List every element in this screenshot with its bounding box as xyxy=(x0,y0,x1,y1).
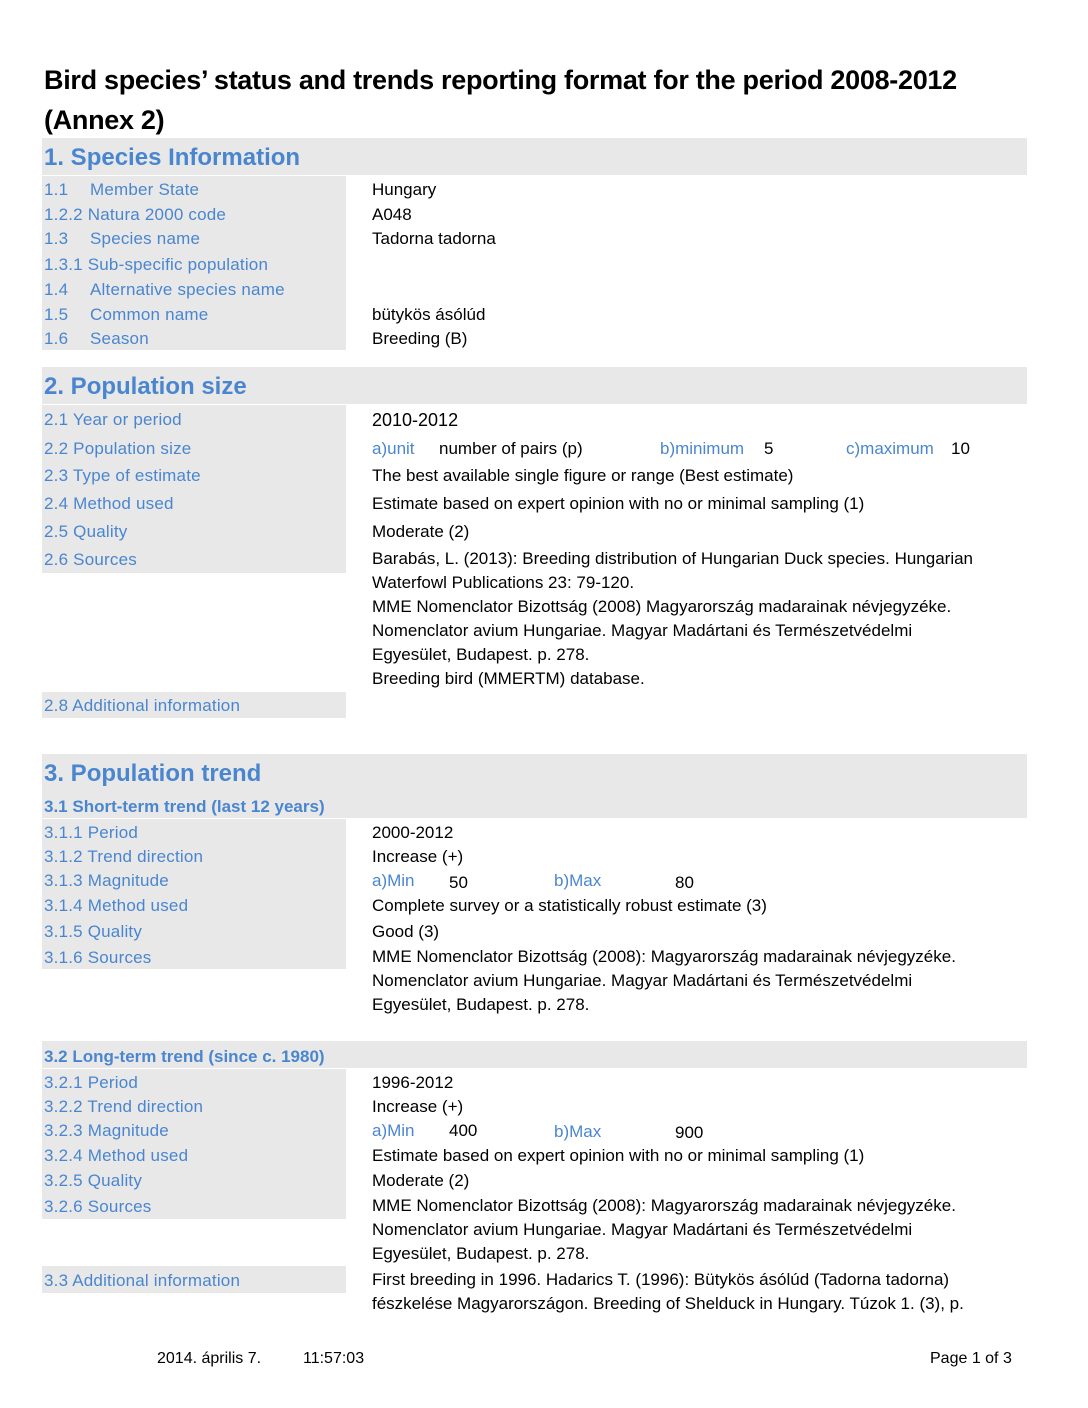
additional-line: First breeding in 1996. Hadarics T. (1996): Bütykös ásólúd (Tadorna tadorna) xyxy=(372,1270,950,1289)
long-term-heading: 3.2 Long-term trend (since c. 1980) xyxy=(44,1047,325,1066)
value-year-or-period: 2010-2012 xyxy=(372,410,459,430)
label-short-quality: 3.1.5 Quality xyxy=(44,922,143,941)
label-alternative-species-name: 1.4 Alternative species name xyxy=(44,280,285,299)
source-line: Barabás, L. (2013): Breeding distribution of Hungarian Duck species. Hungarian xyxy=(372,549,974,568)
long-min-value: 400 xyxy=(449,1121,478,1140)
value-member-state: Hungary xyxy=(372,180,437,199)
value-short-period: 2000-2012 xyxy=(372,823,454,842)
value-species-name: Tadorna tadorna xyxy=(372,229,496,248)
label-long-sources: 3.2.6 Sources xyxy=(44,1197,152,1216)
source-line: Egyesület, Budapest. p. 278. xyxy=(372,995,590,1014)
section-3-heading: 3. Population trend xyxy=(44,760,262,787)
source-line: Nomenclator avium Hungariae. Magyar Madártani és Természetvédelmi xyxy=(372,1220,913,1239)
label-3-additional-information: 3.3 Additional information xyxy=(44,1271,241,1290)
value-quality: Moderate (2) xyxy=(372,522,470,541)
source-line: MME Nomenclator Bizottság (2008): Magyarország madarainak névjegyzéke. xyxy=(372,1196,956,1215)
title-line-1: Bird species’ status and trends reporting format for the period 2008-2012 xyxy=(44,65,957,95)
value-long-sources xyxy=(372,1194,1022,1266)
value-common-name: bütykös ásólúd xyxy=(372,305,486,324)
value-long-trend-direction: Increase (+) xyxy=(372,1097,464,1116)
label-short-magnitude: 3.1.3 Magnitude xyxy=(44,871,169,890)
value-short-method-used: Complete survey or a statistically robust estimate (3) xyxy=(372,896,767,915)
label-member-state: 1.1 Member State xyxy=(44,180,200,199)
label-long-trend-direction: 3.2.2 Trend direction xyxy=(44,1097,204,1116)
value-short-quality: Good (3) xyxy=(372,922,440,941)
label-long-magnitude: 3.2.3 Magnitude xyxy=(44,1121,169,1140)
minimum-value: 5 xyxy=(764,439,774,458)
label-long-quality: 3.2.5 Quality xyxy=(44,1171,143,1190)
section-2-heading: 2. Population size xyxy=(44,373,247,400)
label-year-or-period: 2.1 Year or period xyxy=(44,410,182,429)
footer-date: 2014. április 7. xyxy=(157,1350,262,1367)
source-line: Egyesület, Budapest. p. 278. xyxy=(372,1244,590,1263)
source-line: Breeding bird (MMERTM) database. xyxy=(372,669,645,688)
footer-page-number: Page 1 of 3 xyxy=(930,1350,1012,1367)
footer-time: 11:57:03 xyxy=(303,1350,365,1367)
label-quality: 2.5 Quality xyxy=(44,522,128,541)
source-line: Nomenclator avium Hungariae. Magyar Madártani és Természetvédelmi xyxy=(372,971,913,990)
maximum-value: 10 xyxy=(951,439,970,458)
value-type-of-estimate: The best available single figure or range (Best estimate) xyxy=(372,466,794,485)
short-max-value: 80 xyxy=(675,873,694,892)
label-short-trend-direction: 3.1.2 Trend direction xyxy=(44,847,204,866)
label-sources: 2.6 Sources xyxy=(44,550,137,569)
label-natura-code: 1.2.2 Natura 2000 code xyxy=(44,205,227,224)
label-short-period: 3.1.1 Period xyxy=(44,823,139,842)
source-line: Nomenclator avium Hungariae. Magyar Madártani és Természetvédelmi xyxy=(372,621,913,640)
value-long-quality: Moderate (2) xyxy=(372,1171,470,1190)
source-line: Egyesület, Budapest. p. 278. xyxy=(372,645,590,664)
label-sub-specific-population: 1.3.1 Sub-specific population xyxy=(44,255,269,274)
title-line-2: (Annex 2) xyxy=(44,105,165,135)
label-population-size: 2.2 Population size xyxy=(44,439,192,458)
label-short-method-used: 3.1.4 Method used xyxy=(44,896,189,915)
label-species-name: 1.3 Species name xyxy=(44,229,201,248)
short-min-value: 50 xyxy=(449,873,468,892)
source-line: MME Nomenclator Bizottság (2008): Magyarország madarainak névjegyzéke. xyxy=(372,947,956,966)
short-term-heading: 3.1 Short-term trend (last 12 years) xyxy=(44,797,325,816)
label-additional-information: 2.8 Additional information xyxy=(44,696,241,715)
value-method-used: Estimate based on expert opinion with no or minimal sampling (1) xyxy=(372,494,865,513)
minimum-label: b)minimum xyxy=(660,439,745,458)
long-min-label: a)Min xyxy=(372,1121,415,1140)
label-long-period: 3.2.1 Period xyxy=(44,1073,139,1092)
value-3-additional-information xyxy=(372,1268,1022,1316)
value-season: Breeding (B) xyxy=(372,329,468,348)
label-common-name: 1.5 Common name xyxy=(44,305,209,324)
value-short-trend-direction: Increase (+) xyxy=(372,847,464,866)
document-title xyxy=(44,60,1044,140)
maximum-label: c)maximum xyxy=(846,439,934,458)
unit-value: number of pairs (p) xyxy=(439,439,583,458)
additional-line: fészkelése Magyarországon. Breeding of Shelduck in Hungary. Túzok 1. (3), p. xyxy=(372,1294,964,1313)
label-long-method-used: 3.2.4 Method used xyxy=(44,1146,189,1165)
source-line: Waterfowl Publications 23: 79-120. xyxy=(372,573,635,592)
long-max-label: b)Max xyxy=(554,1122,602,1141)
short-max-label: b)Max xyxy=(554,871,602,890)
unit-label: a)unit xyxy=(372,439,415,458)
value-long-method-used: Estimate based on expert opinion with no or minimal sampling (1) xyxy=(372,1146,865,1165)
label-type-of-estimate: 2.3 Type of estimate xyxy=(44,466,201,485)
value-long-period: 1996-2012 xyxy=(372,1073,454,1092)
source-line: MME Nomenclator Bizottság (2008) Magyarország madarainak névjegyzéke. xyxy=(372,597,952,616)
value-natura-code: A048 xyxy=(372,205,412,224)
value-short-sources xyxy=(372,945,1022,1017)
label-season: 1.6 Season xyxy=(44,329,149,348)
label-method-used: 2.4 Method used xyxy=(44,494,174,513)
label-short-sources: 3.1.6 Sources xyxy=(44,948,152,967)
section-1-heading: 1. Species Information xyxy=(44,144,301,171)
long-max-value: 900 xyxy=(675,1123,704,1142)
section-2-label-column xyxy=(42,405,346,573)
value-sources xyxy=(372,547,1022,691)
short-min-label: a)Min xyxy=(372,871,415,890)
